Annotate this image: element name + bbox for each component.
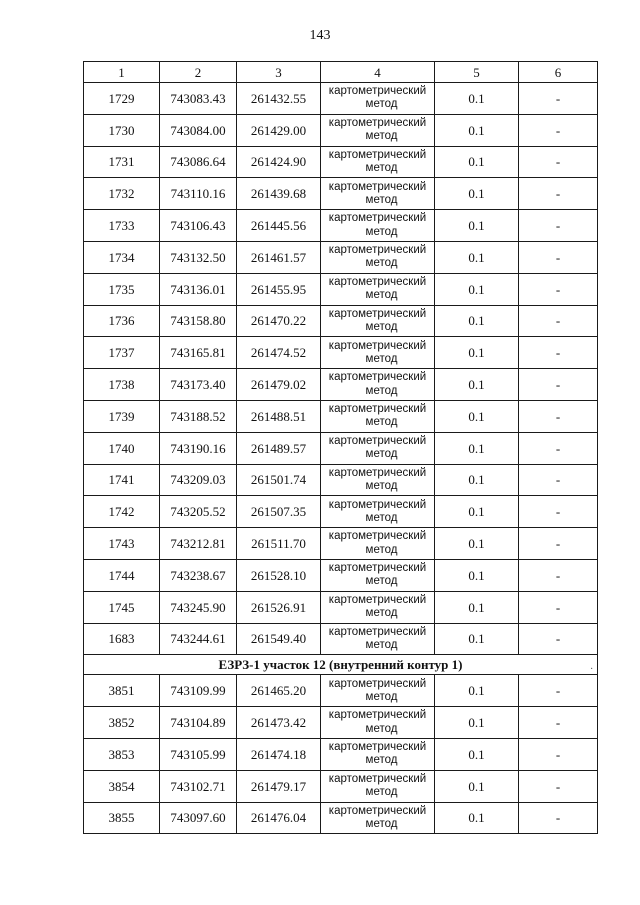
table-row — [84, 623, 598, 655]
cell-method — [321, 432, 435, 464]
cell-note: - — [519, 210, 598, 242]
method-line-1: картометрический — [328, 709, 427, 722]
cell-x-coordinate: 743102.71 — [160, 770, 237, 802]
cell-y-coordinate: 261465.20 — [237, 675, 321, 707]
cell-accuracy: 0.1 — [435, 675, 519, 707]
table-row — [84, 114, 598, 146]
cell-x-coordinate: 743084.00 — [160, 114, 237, 146]
header-col-2: 2 — [160, 62, 237, 83]
cell-y-coordinate: 261429.00 — [237, 114, 321, 146]
header-col-3: 3 — [237, 62, 321, 83]
method-line-2: метод — [365, 289, 398, 302]
method-line-1: картометрический — [328, 562, 427, 575]
cell-note: - — [519, 623, 598, 655]
table-header — [84, 62, 598, 83]
cell-accuracy: 0.1 — [435, 369, 519, 401]
cell-note: - — [519, 400, 598, 432]
cell-method — [321, 178, 435, 210]
cell-accuracy: 0.1 — [435, 770, 519, 802]
table-row — [84, 432, 598, 464]
method-line-2: метод — [365, 543, 398, 556]
cell-accuracy: 0.1 — [435, 400, 519, 432]
table-row — [84, 178, 598, 210]
method-line-2: метод — [365, 754, 398, 767]
cell-method — [321, 241, 435, 273]
method-line-1: картометрический — [328, 466, 427, 479]
cell-x-coordinate: 743245.90 — [160, 591, 237, 623]
cell-x-coordinate: 743205.52 — [160, 496, 237, 528]
cell-point-number: 1742 — [84, 496, 160, 528]
page-number: 143 — [309, 28, 331, 43]
cell-accuracy: 0.1 — [435, 707, 519, 739]
cell-y-coordinate: 261479.17 — [237, 770, 321, 802]
cell-note: - — [519, 707, 598, 739]
cell-y-coordinate: 261432.55 — [237, 83, 321, 115]
cell-accuracy: 0.1 — [435, 337, 519, 369]
header-row — [84, 62, 598, 83]
method-line-1: картометрический — [328, 804, 427, 817]
cell-y-coordinate: 261470.22 — [237, 305, 321, 337]
cell-point-number: 1739 — [84, 400, 160, 432]
method-line-1: картометрический — [328, 339, 427, 352]
method-line-1: картометрический — [328, 212, 427, 225]
cell-note: - — [519, 273, 598, 305]
cell-x-coordinate: 743173.40 — [160, 369, 237, 401]
cell-x-coordinate: 743086.64 — [160, 146, 237, 178]
table-row — [84, 707, 598, 739]
method-line-2: метод — [365, 448, 398, 461]
method-line-1: картометрический — [328, 403, 427, 416]
cell-point-number: 3853 — [84, 738, 160, 770]
table-row — [84, 591, 598, 623]
table-row — [84, 337, 598, 369]
cell-y-coordinate: 261526.91 — [237, 591, 321, 623]
table-row — [84, 210, 598, 242]
method-line-2: метод — [365, 320, 398, 333]
cell-accuracy: 0.1 — [435, 802, 519, 834]
cell-x-coordinate: 743097.60 — [160, 802, 237, 834]
cell-point-number: 1734 — [84, 241, 160, 273]
cell-y-coordinate: 261507.35 — [237, 496, 321, 528]
cell-x-coordinate: 743190.16 — [160, 432, 237, 464]
cell-y-coordinate: 261473.42 — [237, 707, 321, 739]
cell-x-coordinate: 743132.50 — [160, 241, 237, 273]
table-row — [84, 305, 598, 337]
coordinates-table — [83, 61, 598, 834]
cell-point-number: 1736 — [84, 305, 160, 337]
cell-method — [321, 146, 435, 178]
cell-point-number: 1730 — [84, 114, 160, 146]
cell-y-coordinate: 261488.51 — [237, 400, 321, 432]
method-line-1: картометрический — [328, 371, 427, 384]
header-col-6: 6 — [519, 62, 598, 83]
table-row — [84, 400, 598, 432]
cell-note: - — [519, 178, 598, 210]
cell-x-coordinate: 743238.67 — [160, 559, 237, 591]
cell-accuracy: 0.1 — [435, 305, 519, 337]
cell-note: - — [519, 337, 598, 369]
method-line-1: картометрический — [328, 530, 427, 543]
cell-method — [321, 528, 435, 560]
method-line-2: метод — [365, 352, 398, 365]
cell-note: - — [519, 802, 598, 834]
cell-accuracy: 0.1 — [435, 528, 519, 560]
method-line-1: картометрический — [328, 116, 427, 129]
method-line-1: картометрический — [328, 593, 427, 606]
method-line-1: картометрический — [328, 625, 427, 638]
cell-x-coordinate: 743083.43 — [160, 83, 237, 115]
method-line-1: картометрический — [328, 180, 427, 193]
table-row — [84, 369, 598, 401]
method-line-2: метод — [365, 416, 398, 429]
cell-method — [321, 496, 435, 528]
cell-note: - — [519, 464, 598, 496]
cell-y-coordinate: 261476.04 — [237, 802, 321, 834]
table-row — [84, 528, 598, 560]
table-row — [84, 464, 598, 496]
cell-x-coordinate: 743136.01 — [160, 273, 237, 305]
cell-y-coordinate: 261455.95 — [237, 273, 321, 305]
cell-accuracy: 0.1 — [435, 146, 519, 178]
cell-point-number: 1733 — [84, 210, 160, 242]
cell-method — [321, 559, 435, 591]
method-line-2: метод — [365, 511, 398, 524]
cell-note: - — [519, 241, 598, 273]
cell-x-coordinate: 743244.61 — [160, 623, 237, 655]
cell-y-coordinate: 261445.56 — [237, 210, 321, 242]
cell-accuracy: 0.1 — [435, 559, 519, 591]
cell-method — [321, 337, 435, 369]
cell-method — [321, 738, 435, 770]
cell-accuracy: 0.1 — [435, 738, 519, 770]
method-line-1: картометрический — [328, 148, 427, 161]
cell-method — [321, 675, 435, 707]
cell-note: - — [519, 146, 598, 178]
cell-method — [321, 400, 435, 432]
cell-y-coordinate: 261474.18 — [237, 738, 321, 770]
method-line-1: картометрический — [328, 677, 427, 690]
header-col-4: 4 — [321, 62, 435, 83]
cell-method — [321, 273, 435, 305]
method-line-2: метод — [365, 575, 398, 588]
cell-y-coordinate: 261528.10 — [237, 559, 321, 591]
method-line-2: метод — [365, 130, 398, 143]
cell-accuracy: 0.1 — [435, 241, 519, 273]
cell-accuracy: 0.1 — [435, 432, 519, 464]
table-row — [84, 241, 598, 273]
cell-point-number: 1744 — [84, 559, 160, 591]
cell-point-number: 3851 — [84, 675, 160, 707]
table-row — [84, 496, 598, 528]
section-title: ЕЗРЗ-1 участок 12 (внутренний контур 1) — [84, 655, 598, 675]
cell-note: - — [519, 770, 598, 802]
cell-note: - — [519, 369, 598, 401]
cell-x-coordinate: 743212.81 — [160, 528, 237, 560]
cell-accuracy: 0.1 — [435, 210, 519, 242]
cell-point-number: 1732 — [84, 178, 160, 210]
section-header-row — [84, 655, 598, 675]
table-row — [84, 770, 598, 802]
cell-point-number: 1745 — [84, 591, 160, 623]
cell-note: - — [519, 83, 598, 115]
cell-method — [321, 114, 435, 146]
cell-note: - — [519, 305, 598, 337]
cell-point-number: 1737 — [84, 337, 160, 369]
cell-point-number: 1738 — [84, 369, 160, 401]
table-row — [84, 802, 598, 834]
method-line-1: картометрический — [328, 434, 427, 447]
method-line-1: картометрический — [328, 307, 427, 320]
cell-accuracy: 0.1 — [435, 591, 519, 623]
table-row — [84, 146, 598, 178]
method-line-1: картометрический — [328, 741, 427, 754]
cell-note: - — [519, 738, 598, 770]
method-line-2: метод — [365, 690, 398, 703]
method-line-2: метод — [365, 193, 398, 206]
cell-point-number: 1735 — [84, 273, 160, 305]
cell-accuracy: 0.1 — [435, 83, 519, 115]
cell-point-number: 3855 — [84, 802, 160, 834]
cell-note: - — [519, 559, 598, 591]
cell-y-coordinate: 261549.40 — [237, 623, 321, 655]
cell-x-coordinate: 743104.89 — [160, 707, 237, 739]
scan-speck: · — [590, 664, 594, 675]
cell-accuracy: 0.1 — [435, 623, 519, 655]
method-line-2: метод — [365, 722, 398, 735]
cell-point-number: 1683 — [84, 623, 160, 655]
cell-point-number: 1731 — [84, 146, 160, 178]
method-line-2: метод — [365, 479, 398, 492]
cell-x-coordinate: 743109.99 — [160, 675, 237, 707]
cell-note: - — [519, 591, 598, 623]
cell-y-coordinate: 261474.52 — [237, 337, 321, 369]
method-line-2: метод — [365, 257, 398, 270]
header-col-1: 1 — [84, 62, 160, 83]
table-row — [84, 738, 598, 770]
cell-point-number: 3854 — [84, 770, 160, 802]
cell-note: - — [519, 528, 598, 560]
table-row — [84, 559, 598, 591]
method-line-2: метод — [365, 161, 398, 174]
cell-x-coordinate: 743110.16 — [160, 178, 237, 210]
cell-y-coordinate: 261439.68 — [237, 178, 321, 210]
cell-x-coordinate: 743158.80 — [160, 305, 237, 337]
cell-accuracy: 0.1 — [435, 496, 519, 528]
cell-accuracy: 0.1 — [435, 464, 519, 496]
cell-x-coordinate: 743188.52 — [160, 400, 237, 432]
cell-y-coordinate: 261511.70 — [237, 528, 321, 560]
cell-point-number: 1740 — [84, 432, 160, 464]
cell-method — [321, 305, 435, 337]
cell-accuracy: 0.1 — [435, 273, 519, 305]
method-line-2: метод — [365, 607, 398, 620]
cell-method — [321, 210, 435, 242]
cell-x-coordinate: 743165.81 — [160, 337, 237, 369]
cell-method — [321, 369, 435, 401]
cell-note: - — [519, 675, 598, 707]
method-line-1: картометрический — [328, 244, 427, 257]
method-line-2: метод — [365, 98, 398, 111]
method-line-2: метод — [365, 384, 398, 397]
cell-method — [321, 770, 435, 802]
cell-note: - — [519, 432, 598, 464]
method-line-2: метод — [365, 786, 398, 799]
method-line-1: картометрический — [328, 772, 427, 785]
cell-y-coordinate: 261479.02 — [237, 369, 321, 401]
cell-y-coordinate: 261424.90 — [237, 146, 321, 178]
cell-method — [321, 707, 435, 739]
method-line-1: картометрический — [328, 275, 427, 288]
cell-x-coordinate: 743105.99 — [160, 738, 237, 770]
cell-method — [321, 623, 435, 655]
cell-accuracy: 0.1 — [435, 178, 519, 210]
cell-x-coordinate: 743106.43 — [160, 210, 237, 242]
cell-method — [321, 83, 435, 115]
table-row — [84, 273, 598, 305]
method-line-1: картометрический — [328, 498, 427, 511]
cell-method — [321, 464, 435, 496]
table-body — [84, 83, 598, 834]
cell-point-number: 1743 — [84, 528, 160, 560]
header-col-5: 5 — [435, 62, 519, 83]
table-row — [84, 83, 598, 115]
cell-point-number: 1741 — [84, 464, 160, 496]
cell-y-coordinate: 261501.74 — [237, 464, 321, 496]
cell-x-coordinate: 743209.03 — [160, 464, 237, 496]
cell-note: - — [519, 114, 598, 146]
cell-note: - — [519, 496, 598, 528]
table-row — [84, 675, 598, 707]
cell-y-coordinate: 261489.57 — [237, 432, 321, 464]
cell-accuracy: 0.1 — [435, 114, 519, 146]
cell-method — [321, 802, 435, 834]
method-line-2: метод — [365, 638, 398, 651]
cell-point-number: 1729 — [84, 83, 160, 115]
cell-point-number: 3852 — [84, 707, 160, 739]
cell-method — [321, 591, 435, 623]
method-line-1: картометрический — [328, 85, 427, 98]
method-line-2: метод — [365, 817, 398, 830]
method-line-2: метод — [365, 225, 398, 238]
cell-y-coordinate: 261461.57 — [237, 241, 321, 273]
